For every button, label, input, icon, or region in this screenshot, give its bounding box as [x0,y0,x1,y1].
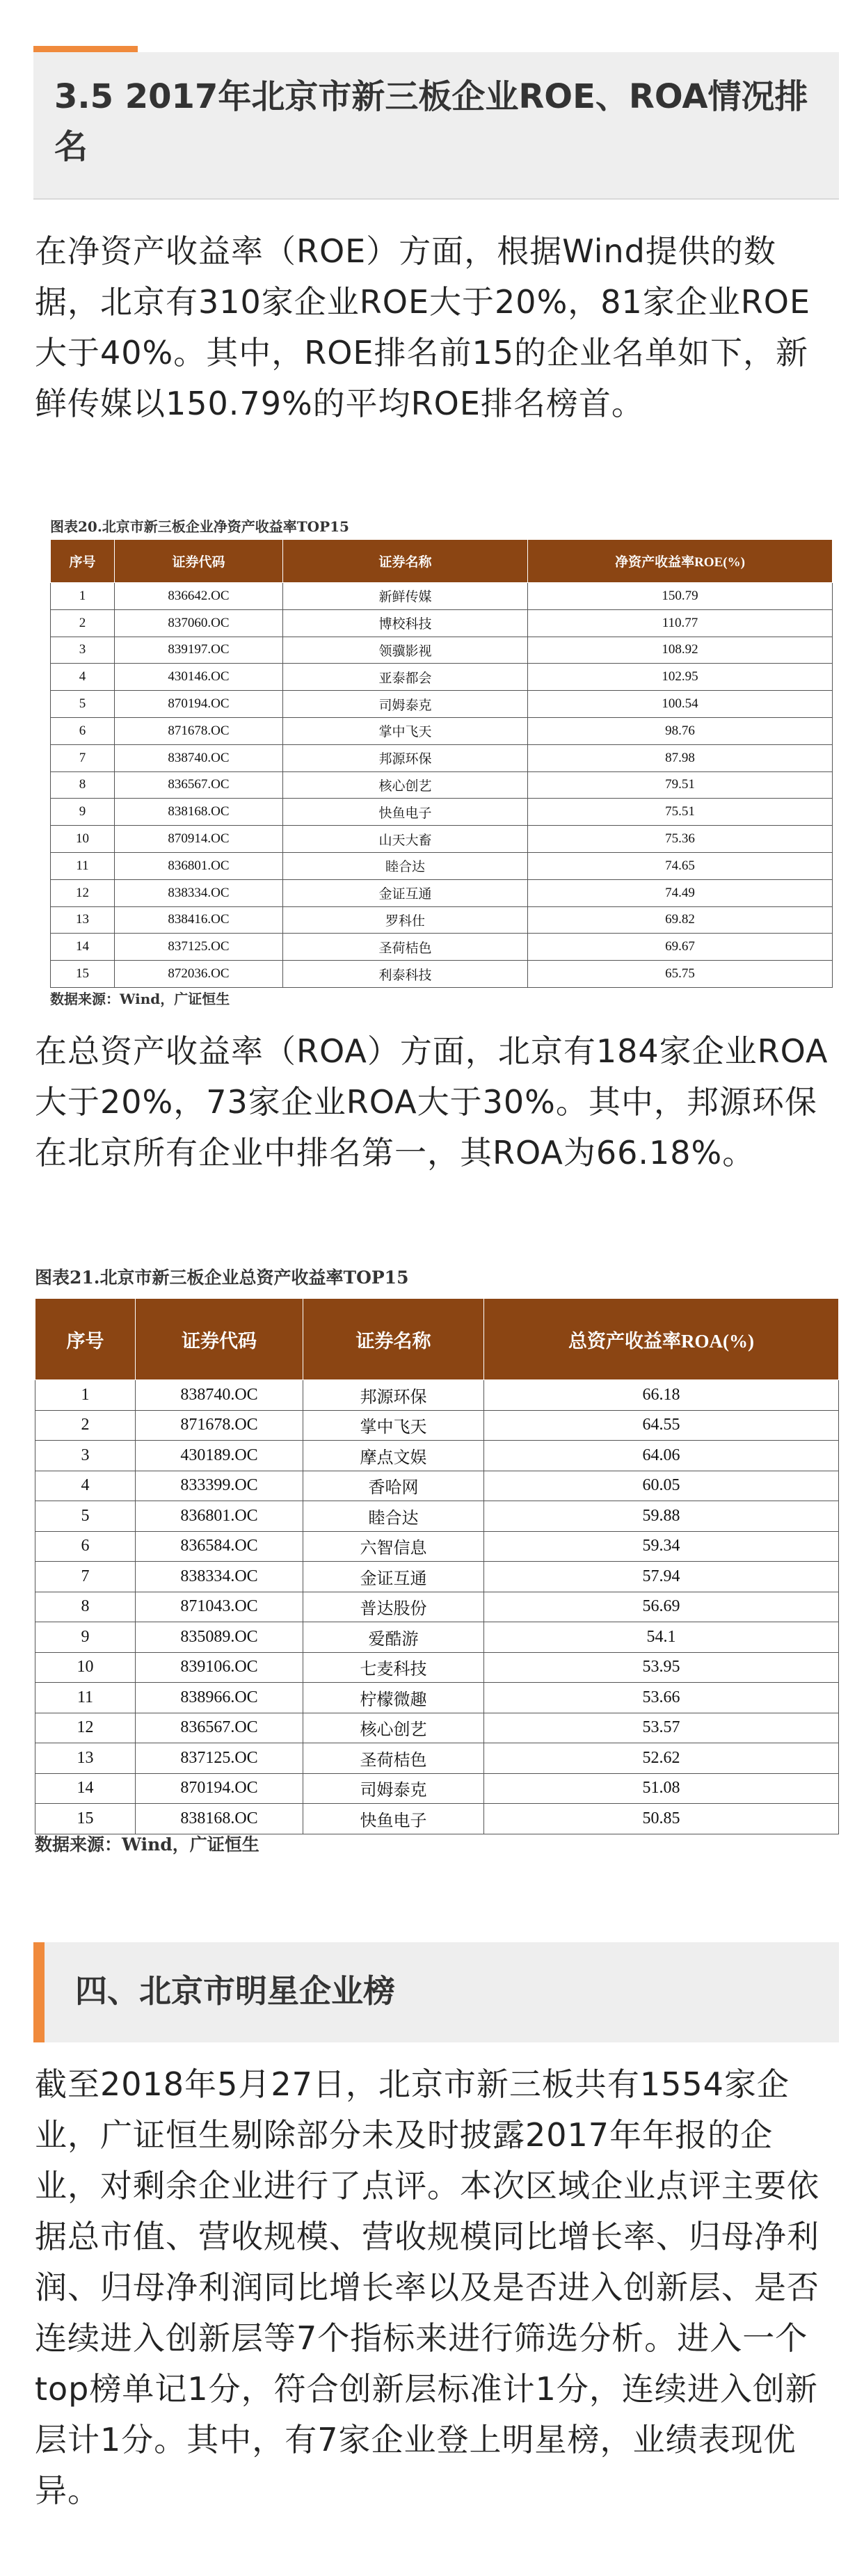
roe-table-row [51,609,833,637]
roe-value-cell: 98.76 [528,717,833,744]
roe-rank-cell: 9 [51,799,115,826]
roa-table-row [35,1471,839,1501]
roe-value-cell: 74.65 [528,852,833,879]
roe-rank-cell: 8 [51,771,115,799]
roa-name-cell: 普达股份 [303,1592,484,1622]
roe-name-cell: 核心创艺 [283,771,528,799]
roe-code-cell: 870194.OC [115,691,283,718]
roa-value-cell: 57.94 [484,1562,839,1592]
roe-name-cell: 博校科技 [283,609,528,637]
roa-table-row [35,1531,839,1562]
roe-value-cell: 87.98 [528,744,833,771]
roe-code-cell: 836801.OC [115,852,283,879]
roa-rank-cell: 2 [35,1410,136,1441]
roa-paragraph: 在总资产收益率（ROA）方面，北京有184家企业ROA大于20%，73家企业ROA大于30%。其中，邦源环保在北京所有企业中排名第一，其ROA为66.18%。 [35,1032,829,1171]
roa-code-cell: 839106.OC [136,1652,303,1683]
roe-value-cell: 75.36 [528,826,833,853]
roe-table-row [51,744,833,771]
roe-code-cell: 839197.OC [115,637,283,664]
roe-table-row [51,691,833,718]
roa-rank-cell: 14 [35,1773,136,1804]
roa-value-cell: 50.85 [484,1804,839,1834]
roa-rank-cell: 15 [35,1804,136,1834]
roa-value-cell: 53.95 [484,1652,839,1683]
roe-value-cell: 79.51 [528,771,833,799]
roe-value-cell: 110.77 [528,609,833,637]
roa-name-cell: 七麦科技 [303,1652,484,1683]
roe-code-cell: 838168.OC [115,799,283,826]
roe-rank-cell: 1 [51,583,115,610]
roe-table-row [51,934,833,961]
roe-col-name: 证券名称 [283,540,528,583]
roe-rank-cell: 3 [51,637,115,664]
roa-code-cell: 871678.OC [136,1410,303,1441]
roa-name-cell: 邦源环保 [303,1380,484,1411]
roe-code-cell: 870914.OC [115,826,283,853]
roe-code-cell: 871678.OC [115,717,283,744]
section-3-5-header [33,52,839,200]
roe-paragraph: 在净资产收益率（ROE）方面，根据Wind提供的数据，北京有310家企业ROE大于20%，81家企业ROE大于40%。其中，ROE排名前15的企业名单如下，新鲜传媒以150.79%的平均ROE排名榜首。 [35,232,811,422]
roa-rank-cell: 9 [35,1622,136,1653]
roa-code-cell: 838740.OC [136,1380,303,1411]
roa-name-cell: 圣荷桔色 [303,1743,484,1774]
roe-code-cell: 838416.OC [115,906,283,934]
roa-col-name: 证券名称 [303,1299,484,1380]
roa-table-row [35,1743,839,1774]
roa-name-cell: 香哈网 [303,1471,484,1501]
roa-col-code: 证券代码 [136,1299,303,1380]
roe-rank-cell: 12 [51,879,115,906]
roa-table-row [35,1652,839,1683]
roa-rank-cell: 4 [35,1471,136,1501]
roe-rank-cell: 10 [51,826,115,853]
roa-table-row [35,1501,839,1532]
roa-value-cell: 52.62 [484,1743,839,1774]
roa-table-row [35,1622,839,1653]
roa-col-rank: 序号 [35,1299,136,1380]
roa-table-row [35,1562,839,1592]
roa-code-cell: 870194.OC [136,1773,303,1804]
roa-code-cell: 836567.OC [136,1713,303,1743]
roa-code-cell: 836801.OC [136,1501,303,1532]
section-3-5-title: 3.5 2017年北京市新三板企业ROE、ROA情况排名 [54,77,808,166]
roe-value-cell: 75.51 [528,799,833,826]
roa-code-cell: 837125.OC [136,1743,303,1774]
roe-table-row [51,906,833,934]
roa-code-cell: 833399.OC [136,1471,303,1501]
roe-rank-cell: 13 [51,906,115,934]
roe-value-cell: 102.95 [528,664,833,691]
roa-rank-cell: 13 [35,1743,136,1774]
roa-table-row [35,1380,839,1411]
roe-name-cell: 圣荷桔色 [283,934,528,961]
roa-value-cell: 54.1 [484,1622,839,1653]
roa-code-cell: 835089.OC [136,1622,303,1653]
roa-value-cell: 59.34 [484,1531,839,1562]
roe-table-row [51,637,833,664]
roa-table-header-row [35,1299,839,1380]
roa-table-row [35,1683,839,1713]
roa-name-cell: 柠檬微趣 [303,1683,484,1713]
roe-code-cell: 838740.OC [115,744,283,771]
section-4-header [33,1942,839,2042]
roa-rank-cell: 3 [35,1441,136,1471]
section-4-title: 四、北京市明星企业榜 [75,1972,395,2010]
roe-table [50,539,833,988]
roe-name-cell: 新鲜传媒 [283,583,528,610]
roa-value-cell: 66.18 [484,1380,839,1411]
roe-rank-cell: 2 [51,609,115,637]
roe-name-cell: 睦合达 [283,852,528,879]
roa-code-cell: 838966.OC [136,1683,303,1713]
roe-table-header-row [51,540,833,583]
roa-code-cell: 836584.OC [136,1531,303,1562]
roa-code-cell: 871043.OC [136,1592,303,1622]
roe-name-cell: 山天大畜 [283,826,528,853]
roe-name-cell: 金证互通 [283,879,528,906]
roe-table-row [51,664,833,691]
roe-rank-cell: 7 [51,744,115,771]
roa-table-row [35,1410,839,1441]
roe-table-source: 数据来源：Wind，广证恒生 [50,991,230,1007]
roe-code-cell: 837060.OC [115,609,283,637]
roe-code-cell: 838334.OC [115,879,283,906]
roe-name-cell: 领骥影视 [283,637,528,664]
roe-table-caption: 图表20.北京市新三板企业净资产收益率TOP15 [50,518,349,535]
roa-table-row [35,1804,839,1834]
roe-value-cell: 69.67 [528,934,833,961]
roe-table-row [51,879,833,906]
roa-name-cell: 快鱼电子 [303,1804,484,1834]
roe-value-cell: 69.82 [528,906,833,934]
roe-rank-cell: 11 [51,852,115,879]
section-accent-bar [33,46,138,52]
roe-rank-cell: 4 [51,664,115,691]
roe-table-body [51,583,833,988]
roa-value-cell: 60.05 [484,1471,839,1501]
roa-name-cell: 司姆泰克 [303,1773,484,1804]
roe-name-cell: 利泰科技 [283,961,528,988]
roe-col-value: 净资产收益率ROE(%) [528,540,833,583]
roe-name-cell: 掌中飞天 [283,717,528,744]
roe-rank-cell: 15 [51,961,115,988]
roa-name-cell: 爱酷游 [303,1622,484,1653]
roa-table-row [35,1713,839,1743]
roa-rank-cell: 6 [35,1531,136,1562]
roa-rank-cell: 8 [35,1592,136,1622]
roa-name-cell: 六智信息 [303,1531,484,1562]
section-4-accent-bar [33,1942,45,2042]
roa-name-cell: 摩点文娱 [303,1441,484,1471]
roa-name-cell: 睦合达 [303,1501,484,1532]
roe-table-row [51,717,833,744]
roe-code-cell: 836567.OC [115,771,283,799]
roe-code-cell: 837125.OC [115,934,283,961]
roe-rank-cell: 5 [51,691,115,718]
roe-rank-cell: 6 [51,717,115,744]
roa-name-cell: 掌中飞天 [303,1410,484,1441]
roe-value-cell: 108.92 [528,637,833,664]
roa-code-cell: 838168.OC [136,1804,303,1834]
roe-value-cell: 65.75 [528,961,833,988]
roe-code-cell: 872036.OC [115,961,283,988]
roa-rank-cell: 7 [35,1562,136,1592]
roe-name-cell: 邦源环保 [283,744,528,771]
roe-col-code: 证券代码 [115,540,283,583]
roa-table-row [35,1592,839,1622]
roa-code-cell: 838334.OC [136,1562,303,1592]
roe-rank-cell: 14 [51,934,115,961]
roe-name-cell: 亚泰都会 [283,664,528,691]
roe-value-cell: 100.54 [528,691,833,718]
roa-code-cell: 430189.OC [136,1441,303,1471]
roa-rank-cell: 5 [35,1501,136,1532]
roe-value-cell: 150.79 [528,583,833,610]
roa-table [35,1298,839,1834]
roa-value-cell: 53.57 [484,1713,839,1743]
roa-table-source: 数据来源：Wind，广证恒生 [35,1834,259,1855]
roa-name-cell: 金证互通 [303,1562,484,1592]
roa-table-body [35,1380,839,1834]
roe-table-row [51,583,833,610]
roe-col-rank: 序号 [51,540,115,583]
roe-value-cell: 74.49 [528,879,833,906]
roa-table-row [35,1441,839,1471]
roa-value-cell: 64.06 [484,1441,839,1471]
roe-table-row [51,961,833,988]
roe-code-cell: 430146.OC [115,664,283,691]
roa-value-cell: 53.66 [484,1683,839,1713]
roa-table-caption: 图表21.北京市新三板企业总资产收益率TOP15 [35,1267,409,1288]
roa-col-value: 总资产收益率ROA(%) [484,1299,839,1380]
roa-value-cell: 51.08 [484,1773,839,1804]
roa-table-row [35,1773,839,1804]
roa-name-cell: 核心创艺 [303,1713,484,1743]
roa-value-cell: 64.55 [484,1410,839,1441]
roe-name-cell: 司姆泰克 [283,691,528,718]
roe-code-cell: 836642.OC [115,583,283,610]
roe-table-row [51,771,833,799]
roa-rank-cell: 10 [35,1652,136,1683]
roe-name-cell: 罗科仕 [283,906,528,934]
roe-table-row [51,826,833,853]
roa-value-cell: 59.88 [484,1501,839,1532]
roa-rank-cell: 1 [35,1380,136,1411]
star-paragraph: 截至2018年5月27日，北京市新三板共有1554家企业，广证恒生剔除部分未及时披露2017年年报的企业，对剩余企业进行了点评。本次区域企业点评主要依据总市值、营收规模、营收规模同比增长率、归母净利润、归母净利润同比增长率以及是否进入创新层、是否连续进入创新层等7个指标来进行筛选分析。进入一个top榜单记1分，符合创新层标准计1分，连续进入创新层计1分。其中，有7家企业登上明星榜，业绩表现优异。 [35,2065,819,2509]
roe-table-row [51,799,833,826]
roa-rank-cell: 12 [35,1713,136,1743]
roa-value-cell: 56.69 [484,1592,839,1622]
roe-table-row [51,852,833,879]
roe-name-cell: 快鱼电子 [283,799,528,826]
roa-rank-cell: 11 [35,1683,136,1713]
